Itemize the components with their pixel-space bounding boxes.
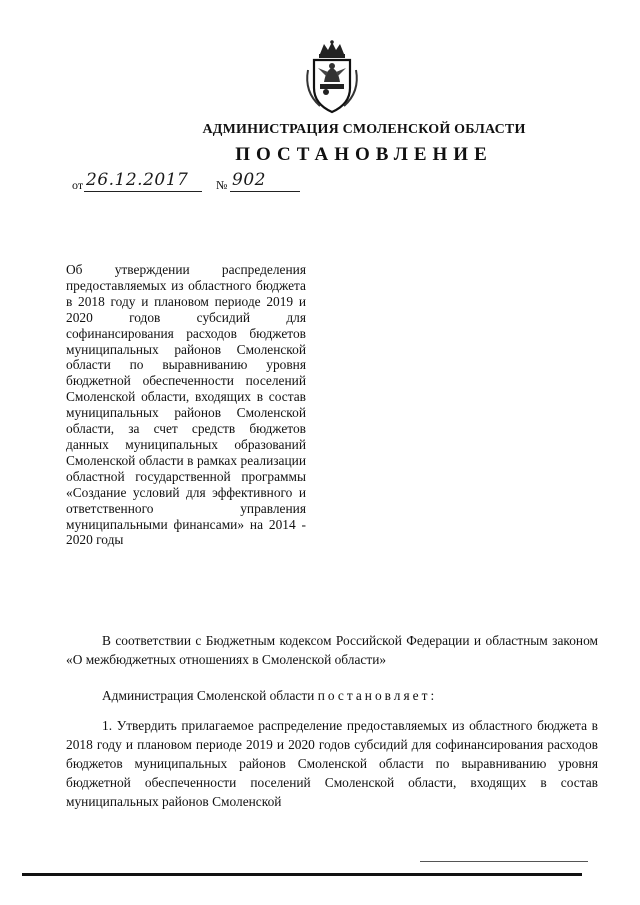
date-label: от (72, 178, 84, 192)
item-1-paragraph: 1. Утвердить прилагаемое распределение предоставляемых из областного бюджета в 2018 году и плановом периоде 2019 и 2020 годов субсидий для софинансирования расходов бюджетов муниципальных районов Смоленской области по выравниванию уровня бюджетной обеспеченности поселений Смоленской области, входящих в состав муниципальных районов Смоленской (66, 718, 598, 809)
handwritten-date: 26.12.2017 (86, 170, 189, 190)
handwritten-number: 902 (232, 170, 266, 190)
coat-of-arms-icon (300, 40, 364, 114)
resolves-paragraph (66, 686, 598, 705)
agency-name: АДМИНИСТРАЦИЯ СМОЛЕНСКОЙ ОБЛАСТИ (202, 122, 526, 137)
footer-rule (22, 873, 582, 876)
subject-heading: Об утверждении распределения предоставляемых из областного бюджета в 2018 году и плановом периоде 2019 и 2020 годов субсидий для софинансирования расходов бюджетов муниципальных районов Смоленской области по выравниванию уровня бюджетной обеспеченности поселений Смоленской области, входящих в состав муниципальных районов Смоленской области, за счет средств бюджетов данных муниципальных образований Смоленской области в рамках реализации областной государственной программы «Создание условий для эффективного и ответственного управления муниципальными финансами» на 2014 - 2020 годы (66, 262, 306, 548)
date-number-line (72, 172, 312, 194)
number-underline (230, 191, 300, 192)
number-label: № (216, 178, 228, 192)
resolves-prefix: Администрация Смоленской области (102, 688, 318, 703)
date-underline (84, 191, 202, 192)
preamble-paragraph: В соответствии с Бюджетным кодексом Российской Федерации и областным законом «О межбюджетных отношениях в Смоленской области» (66, 633, 598, 667)
footer-thin-line (420, 861, 588, 862)
resolves-word: постановляет: (317, 688, 438, 703)
document-type-title: ПОСТАНОВЛЕНИЕ (235, 144, 493, 165)
